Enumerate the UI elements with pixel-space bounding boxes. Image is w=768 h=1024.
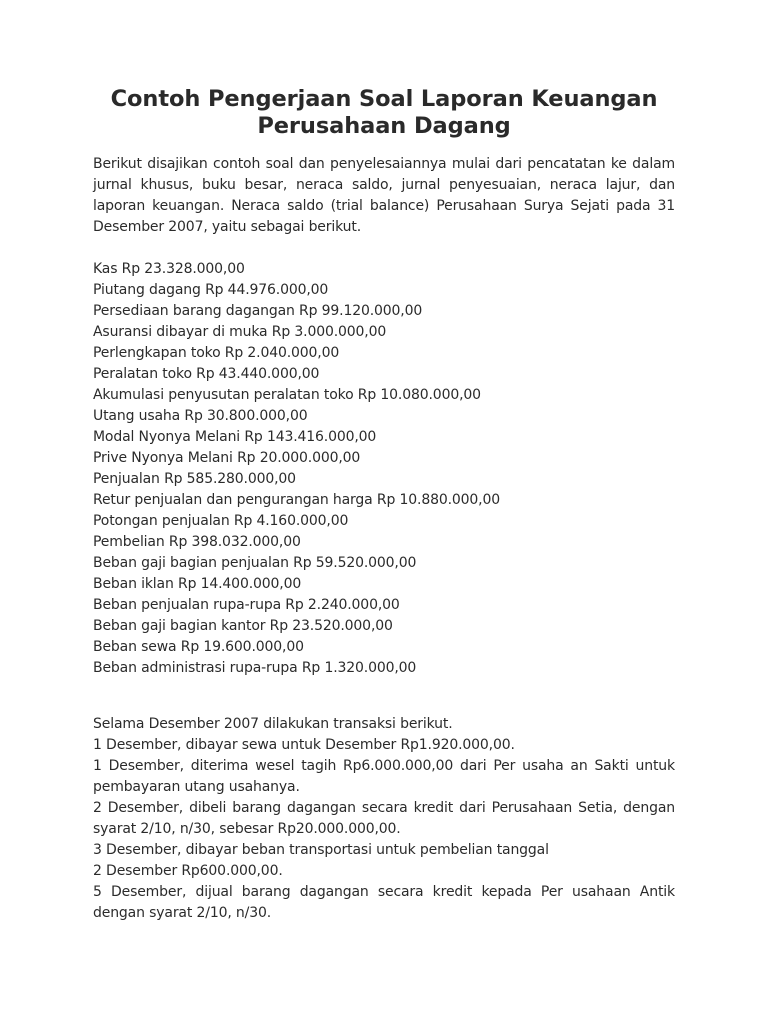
transaction-item: 1 Desember, diterima wesel tagih Rp6.000.000,00 dari Per usaha an Sakti untuk pembayaran utang usahanya.	[93, 758, 675, 795]
account-item: Persediaan barang dagangan Rp 99.120.000,00	[93, 303, 423, 319]
account-item: Akumulasi penyusutan peralatan toko Rp 10.080.000,00	[93, 387, 481, 403]
account-item: Beban penjualan rupa-rupa Rp 2.240.000,00	[93, 597, 400, 613]
account-item: Potongan penjualan Rp 4.160.000,00	[93, 513, 349, 529]
account-item: Modal Nyonya Melani Rp 143.416.000,00	[93, 429, 377, 445]
transaction-item: 2 Desember Rp600.000,00.	[93, 863, 283, 879]
account-item: Beban iklan Rp 14.400.000,00	[93, 576, 302, 592]
document-title: Contoh Pengerjaan Soal Laporan Keuangan Perusahaan Dagang	[110, 86, 658, 139]
trial-balance-list	[93, 259, 675, 679]
intro-paragraph: Berikut disajikan contoh soal dan penyelesaiannya mulai dari pencatatan ke dalam jurnal khusus, buku besar, neraca saldo, jurnal penyesuaian, neraca lajur, dan laporan keuangan. Neraca saldo (trial balance) Perusahaan Surya Sejati pada 31 Desember 2007, yaitu sebagai berikut.	[93, 156, 675, 235]
transaction-item: 5 Desember, dijual barang dagangan secara kredit kepada Per usahaan Antik dengan syarat 2/10, n/30.	[93, 884, 675, 921]
account-item: Penjualan Rp 585.280.000,00	[93, 471, 296, 487]
document-page	[93, 86, 675, 924]
account-item: Piutang dagang Rp 44.976.000,00	[93, 282, 329, 298]
transaction-item: 3 Desember, dibayar beban transportasi untuk pembelian tanggal	[93, 842, 549, 858]
account-item: Perlengkapan toko Rp 2.040.000,00	[93, 345, 340, 361]
account-item: Beban gaji bagian kantor Rp 23.520.000,00	[93, 618, 393, 634]
account-item: Beban gaji bagian penjualan Rp 59.520.000,00	[93, 555, 417, 571]
account-item: Peralatan toko Rp 43.440.000,00	[93, 366, 320, 382]
account-item: Asuransi dibayar di muka Rp 3.000.000,00	[93, 324, 387, 340]
spacer	[93, 238, 675, 259]
account-item: Beban sewa Rp 19.600.000,00	[93, 639, 304, 655]
account-item: Retur penjualan dan pengurangan harga Rp 10.880.000,00	[93, 492, 500, 508]
transactions-intro: Selama Desember 2007 dilakukan transaksi berikut.	[93, 716, 453, 732]
account-item: Utang usaha Rp 30.800.000,00	[93, 408, 308, 424]
account-item: Beban administrasi rupa-rupa Rp 1.320.000,00	[93, 660, 417, 676]
account-item: Kas Rp 23.328.000,00	[93, 261, 245, 277]
transaction-item: 2 Desember, dibeli barang dagangan secara kredit dari Perusahaan Setia, dengan syarat 2/10, n/30, sebesar Rp20.000.000,00.	[93, 800, 675, 837]
account-item: Prive Nyonya Melani Rp 20.000.000,00	[93, 450, 361, 466]
account-item: Pembelian Rp 398.032.000,00	[93, 534, 301, 550]
transaction-item: 1 Desember, dibayar sewa untuk Desember Rp1.920.000,00.	[93, 737, 515, 753]
spacer	[93, 679, 675, 714]
